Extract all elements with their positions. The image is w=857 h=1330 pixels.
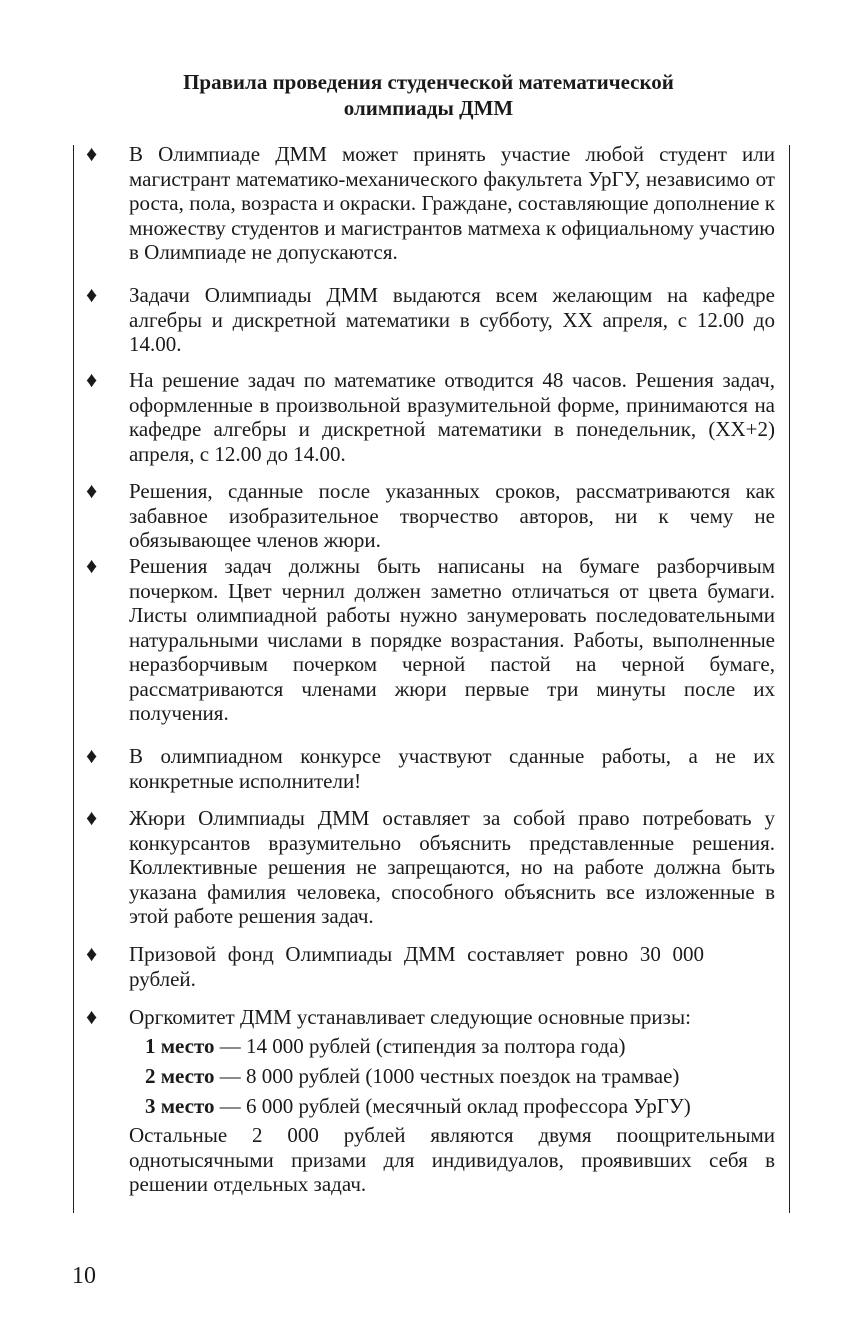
rule-text-4: Решения, сданные после указанных сроков, рассматриваются как забавное изобразительное творчество авторов, ни к чему не обязывающее членов жюри.: [129, 479, 775, 552]
prize-first-place: [145, 1034, 785, 1059]
rule-text-6: В олимпиадном конкурсе участвуют сданные работы, а не их конкретные исполнители!: [129, 744, 775, 793]
rule-text-3: На решение задач по математике отводится 48 часов. Решения задач, оформленные в произвольной вразумительной форме, принимаются на кафедре алгебры и дискретной математики в понедельник, (XX+2) апреля, с 12.00 до 14.00.: [129, 368, 775, 466]
prize-label: 2 место: [145, 1064, 215, 1088]
title-line-1: Правила проведения студенческой математической: [183, 70, 674, 94]
diamond-bullet-icon: ♦: [86, 282, 98, 307]
prize-description: — 6 000 рублей (месячный оклад профессора УрГУ): [214, 1094, 691, 1118]
prize-label: 3 место: [145, 1094, 215, 1118]
diamond-bullet-icon: ♦: [86, 941, 98, 966]
rule-text-7: Жюри Олимпиады ДММ оставляет за собой право потребовать у конкурсантов вразумительно объяснить представленные решения. Коллективные решения не запрещаются, но на работе должна быть указана фамилия человека, способного объяснить все изложенные в этой работе решения задач.: [129, 806, 775, 928]
diamond-bullet-icon: ♦: [86, 478, 98, 503]
page-title: [0, 69, 857, 121]
rule-text-1: В Олимпиаде ДММ может принять участие любой студент или магистрант математико-механического факультета УрГУ, независимо от роста, пола, возраста и окраски. Граждане, составляющие дополнение к множеству студентов и магистрантов матмеха к официальному участию в Олимпиаде не допускаются.: [129, 142, 775, 264]
prize-third-place: [145, 1094, 785, 1119]
rule-text-2: Задачи Олимпиады ДММ выдаются всем желающим на кафедре алгебры и дискретной математики в субботу, XX апреля, с 12.00 до 14.00.: [129, 283, 775, 356]
prize-description: — 14 000 рублей (стипендия за полтора года): [214, 1034, 626, 1058]
prizes-intro: Оргкомитет ДММ устанавливает следующие основные призы:: [129, 1005, 691, 1029]
diamond-bullet-icon: ♦: [86, 141, 98, 166]
prize-second-place: [145, 1064, 785, 1089]
diamond-bullet-icon: ♦: [86, 743, 98, 768]
right-margin-rule: [789, 145, 790, 1213]
diamond-bullet-icon: ♦: [86, 805, 98, 830]
prize-label: 1 место: [145, 1034, 215, 1058]
prizes-outro: Остальные 2 000 рублей являются двумя поощрительными однотысячными призами для индивидуалов, проявивших себя в решении отдельных задач.: [129, 1123, 775, 1196]
diamond-bullet-icon: ♦: [86, 553, 98, 578]
diamond-bullet-icon: ♦: [86, 1004, 98, 1029]
diamond-bullet-icon: ♦: [86, 367, 98, 392]
title-line-2: олимпиады ДММ: [343, 96, 514, 120]
rule-text-5: Решения задач должны быть написаны на бумаге разборчивым почерком. Цвет чернил должен заметно отличаться от цвета бумаги. Листы олимпиадной работы нужно занумеровать последовательными натуральными числами в порядке возрастания. Работы, выполненные неразборчивым почерком черной пастой на черной бумаге, рассматриваются членами жюри первые три минуты после их получения.: [129, 554, 775, 725]
prize-description: — 8 000 рублей (1000 честных поездок на трамвае): [214, 1064, 680, 1088]
left-margin-rule: [73, 145, 74, 1213]
rule-text-8: Призовой фонд Олимпиады ДММ составляет ровно 30 000 рублей.: [129, 942, 704, 991]
page-number: 10: [72, 1263, 96, 1289]
